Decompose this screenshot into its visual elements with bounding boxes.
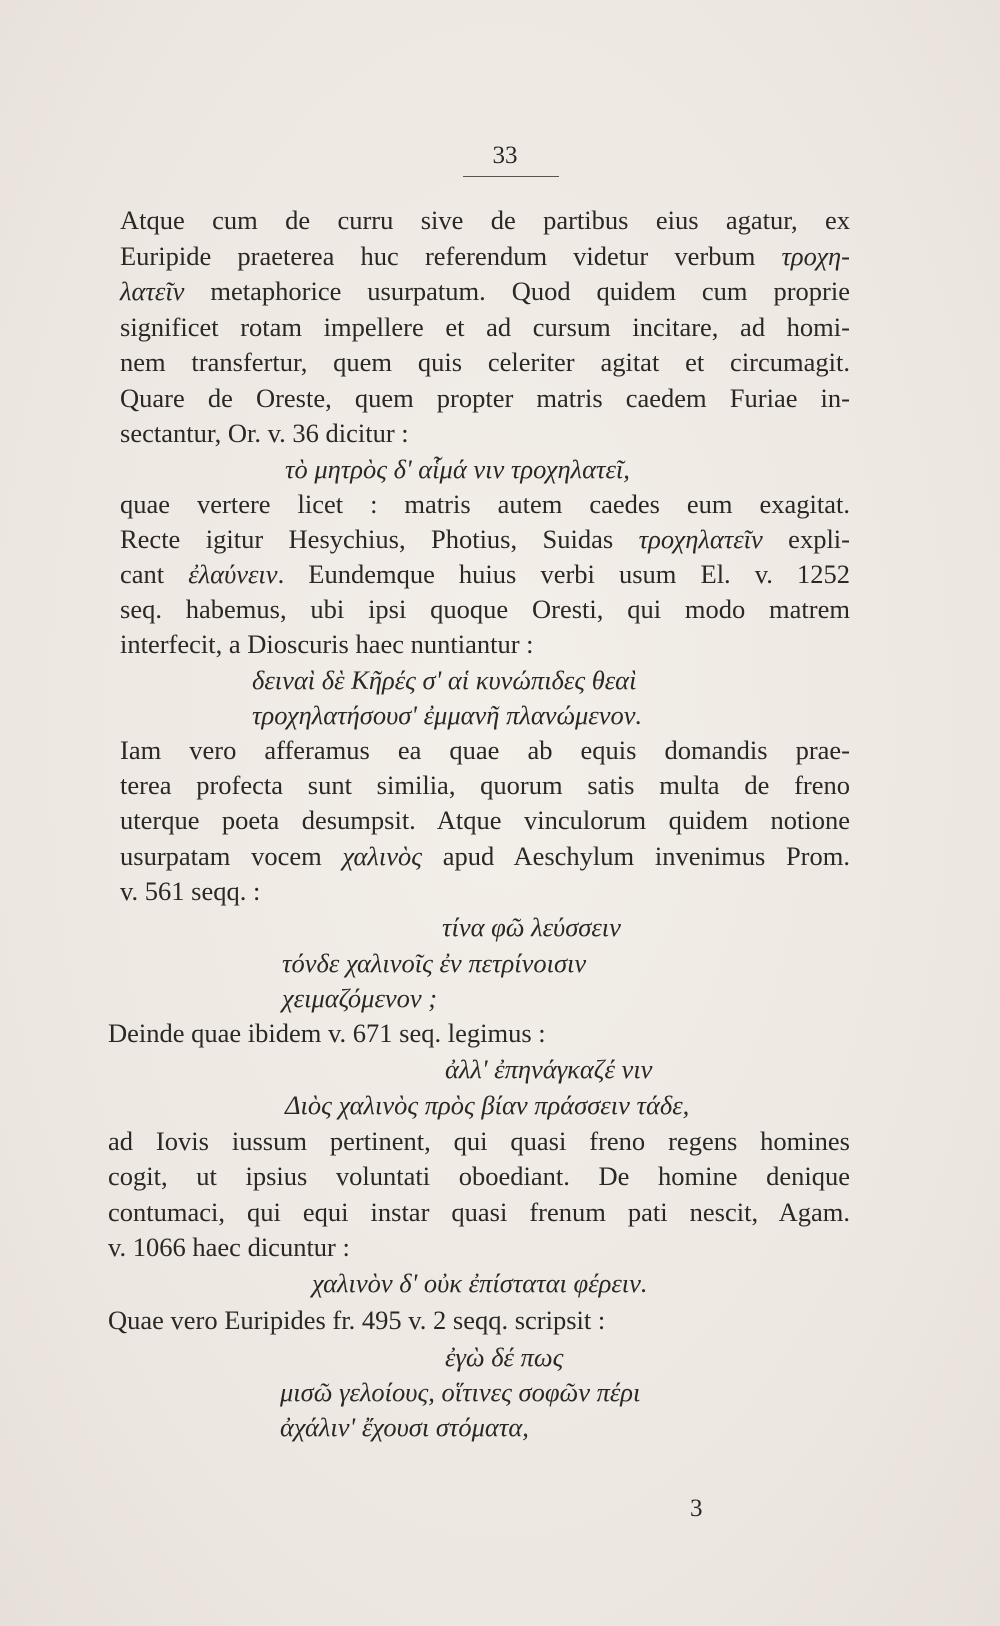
text-line: usurpatam vocem χαλινὸς apud Aeschylum invenimus Prom. [120,841,850,871]
text-line: ad Iovis iussum pertinent, qui quasi freno regens homines [108,1126,850,1156]
header-rule [463,176,559,177]
greek-verse: τροχηλατήσουσ' ἐμμανῆ πλανώμενον. [252,700,643,730]
text-line: sectantur, Or. v. 36 dicitur : [120,418,409,448]
greek-verse: δειναὶ δὲ Κῆρές σ' αἱ κυνώπιδες θεαὶ [252,665,637,695]
text-line: Iam vero afferamus ea quae ab equis domandis prae- [120,735,850,765]
text-line: Deinde quae ibidem v. 671 seq. legimus : [108,1018,546,1048]
text-line: Euripide praeterea huc referendum videtur verbum τροχη- [120,241,850,271]
greek-verse: ἀχάλιν' ἔχουσι στόματα, [280,1412,529,1442]
text-line: nem transfertur, quem quis celeriter agitat et circumagit. [120,347,850,377]
text-line: Quae vero Euripides fr. 495 v. 2 seqq. scripsit : [108,1305,606,1335]
greek-verse: Διὸς χαλινὸς πρὸς βίαν πράσσειν τάδε, [285,1090,690,1120]
text-line: seq. habemus, ubi ipsi quoque Oresti, qui modo matrem [120,594,850,624]
greek-verse: τὸ μητρὸς δ' αἷμά νιν τροχηλατεῖ, [285,454,630,484]
text-line: v. 1066 haec dicuntur : [108,1232,350,1262]
page-number: 33 [492,142,518,169]
text-line: terea profecta sunt similia, quorum satis multa de freno [120,770,850,800]
greek-verse: τίνα φῶ λεύσσειν [442,912,621,942]
text-line: contumaci, qui equi instar quasi frenum pati nescit, Agam. [108,1197,850,1227]
text-line: Atque cum de curru sive de partibus eius agatur, ex [120,205,850,235]
text-line: v. 561 seqq. : [120,876,261,906]
text-line: λατεῖν metaphorice usurpatum. Quod quidem cum proprie [120,276,850,306]
text-line: Recte igitur Hesychius, Photius, Suidas τροχηλατεῖν expli- [120,524,850,554]
greek-verse: χειμαζόμενον ; [282,983,438,1013]
text-line: cant ἐλαύνειν. Eundemque huius verbi usum El. v. 1252 [120,559,851,589]
text-line: Quare de Oreste, quem propter matris caedem Furiae in- [120,383,850,413]
greek-verse: χαλινὸν δ' οὐκ ἐπίσταται φέρειν. [312,1268,648,1298]
signature-mark: 3 [690,1495,703,1522]
greek-verse: τόνδε χαλινοῖς ἐν πετρίνοισιν [282,948,587,978]
text-line: cogit, ut ipsius voluntati oboediant. De homine denique [108,1161,850,1191]
greek-verse: ἐγὼ δέ πως [445,1342,564,1372]
text-line: interfecit, a Dioscuris haec nuntiantur : [120,629,534,659]
text-line: significet rotam impellere et ad cursum incitare, ad homi- [120,312,850,342]
text-line: quae vertere licet : matris autem caedes eum exagitat. [120,489,850,519]
text-line: uterque poeta desumpsit. Atque vinculorum quidem notione [120,805,850,835]
greek-verse: μισῶ γελοίους, οἵτινες σοφῶν πέρι [280,1377,641,1407]
greek-verse: ἀλλ' ἐπηνάγκαζέ νιν [445,1054,653,1084]
